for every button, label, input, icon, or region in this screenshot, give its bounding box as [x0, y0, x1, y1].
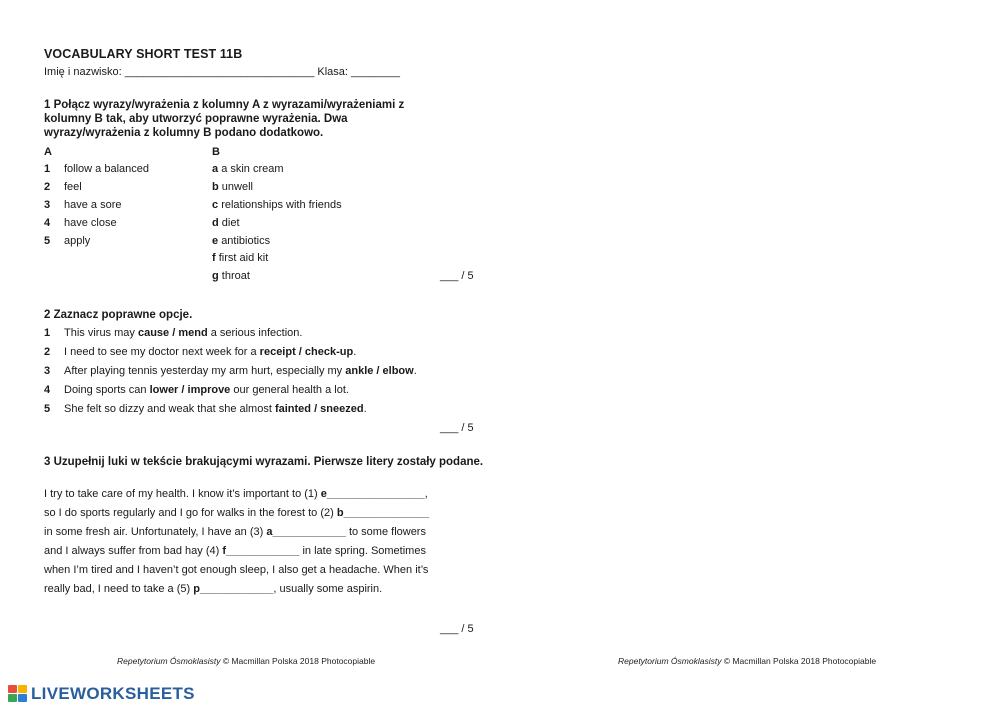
- gap-text-line: [44, 561, 428, 580]
- line-text: and I always suffer from bad hay (4): [44, 545, 223, 557]
- item-letter: g: [212, 270, 219, 282]
- col-b-item: [212, 235, 270, 247]
- line-text: so I do sports regularly and I go for walks in the forest to (2): [44, 507, 337, 519]
- gap-field-2[interactable]: b______________: [336, 507, 430, 519]
- footer-right: [618, 656, 876, 666]
- item-text: follow a balanced: [64, 163, 150, 175]
- item-text: have close: [64, 217, 117, 229]
- item-text: relationships with friends: [221, 199, 342, 211]
- col-a-item: [44, 181, 82, 193]
- test-title: VOCABULARY SHORT TEST 11B: [44, 47, 243, 61]
- line-text-end: , usually some aspirin.: [273, 583, 383, 595]
- gap-text-line: [44, 542, 426, 561]
- item-text-before: After playing tennis yesterday my arm hurt, especially my: [64, 365, 346, 377]
- item-text: have a sore: [64, 199, 122, 211]
- col-b-item: [212, 217, 240, 229]
- gap-text-line: [44, 485, 428, 504]
- footer-right-copyright: © Macmillan Polska 2018 Photocopiable: [721, 656, 877, 666]
- item-number: 1: [44, 327, 51, 339]
- option-choices[interactable]: lower / improve: [149, 384, 231, 396]
- item-text: throat: [221, 270, 250, 282]
- item-text-before: This virus may: [64, 327, 138, 339]
- section3-instruction: 3 Uzupełnij luki w tekście brakującymi wyrazami. Pierwsze litery zostały podane.: [44, 456, 484, 468]
- choice-item: [44, 346, 356, 358]
- item-letter: f: [212, 252, 216, 264]
- line-text: I try to take care of my health. I know it’s important to (1): [44, 488, 321, 500]
- col-b-item: [212, 181, 253, 193]
- choice-item: [44, 403, 367, 415]
- line-text-end: to some flowers: [345, 526, 426, 538]
- item-number: 5: [44, 403, 51, 415]
- gap-text-line: [44, 523, 426, 542]
- col-b-item: [212, 199, 342, 211]
- item-text-before: Doing sports can: [64, 384, 150, 396]
- line-text: really bad, I need to take a (5): [44, 583, 194, 595]
- gap-field-3[interactable]: a____________: [266, 526, 346, 538]
- option-choices[interactable]: ankle / elbow: [345, 365, 414, 377]
- section1-score[interactable]: ___ / 5: [440, 270, 474, 282]
- liveworksheets-logo[interactable]: [8, 684, 195, 704]
- choice-item: [44, 327, 302, 339]
- item-text-after: .: [353, 346, 357, 358]
- footer-left-title: Repetytorium Ósmoklasisty: [117, 656, 221, 666]
- line-text: in some fresh air. Unfortunately, I have an (3): [44, 526, 267, 538]
- item-number: 1: [44, 163, 51, 175]
- section1-instruction: 1 Połącz wyrazy/wyrażenia z kolumny A z wyrazami/wyrażeniami z kolumny B tak, aby utworzyć poprawne wyrażenia. Dwa wyrazy/wyrażenia z kolumny B podano dodatkowo.: [44, 99, 405, 139]
- column-a-header: A: [44, 146, 52, 158]
- gap-text-line: [44, 504, 429, 523]
- item-text-after: .: [363, 403, 367, 415]
- item-letter: d: [212, 217, 219, 229]
- item-number: 4: [44, 217, 51, 229]
- col-a-item: [44, 235, 90, 247]
- item-letter: a: [212, 163, 219, 175]
- item-number: 2: [44, 346, 51, 358]
- item-letter: b: [212, 181, 219, 193]
- section3-score[interactable]: ___ / 5: [440, 623, 474, 635]
- item-text: diet: [221, 217, 240, 229]
- item-number: 3: [44, 365, 51, 377]
- col-b-item: [212, 163, 284, 175]
- option-choices[interactable]: fainted / sneezed: [274, 403, 364, 415]
- line-text-end: in late spring. Sometimes: [299, 545, 426, 557]
- footer-left: [117, 656, 375, 666]
- line-text-end: ,: [424, 488, 428, 500]
- item-number: 4: [44, 384, 51, 396]
- choice-item: [44, 384, 349, 396]
- col-b-item: [212, 252, 268, 264]
- option-choices[interactable]: cause / mend: [137, 327, 208, 339]
- item-text-after: a serious infection.: [207, 327, 303, 339]
- item-text-before: She felt so dizzy and weak that she almost: [64, 403, 275, 415]
- col-a-item: [44, 217, 117, 229]
- item-text-after: .: [413, 365, 417, 377]
- section2-score[interactable]: ___ / 5: [440, 422, 474, 434]
- item-text: unwell: [221, 181, 253, 193]
- gap-field-1[interactable]: e________________: [320, 488, 425, 500]
- footer-right-title: Repetytorium Ósmoklasisty: [618, 656, 722, 666]
- col-b-item: [212, 270, 250, 282]
- gap-text-line: [44, 580, 382, 599]
- item-text-before: I need to see my doctor next week for a: [64, 346, 260, 358]
- item-text: antibiotics: [221, 235, 271, 247]
- item-number: 5: [44, 235, 51, 247]
- item-text-after: our general health a lot.: [230, 384, 349, 396]
- column-b-header: B: [212, 146, 220, 158]
- item-text: apply: [64, 235, 91, 247]
- gap-field-4[interactable]: f____________: [222, 545, 300, 557]
- choice-item: [44, 365, 417, 377]
- section2-instruction: 2 Zaznacz poprawne opcje.: [44, 309, 193, 321]
- col-a-item: [44, 199, 121, 211]
- item-number: 3: [44, 199, 51, 211]
- gap-field-5[interactable]: p____________: [193, 583, 274, 595]
- item-letter: e: [212, 235, 219, 247]
- item-number: 2: [44, 181, 51, 193]
- name-class-line: Imię i nazwisko: _______________________________ Klasa: ________: [44, 66, 400, 78]
- line-text: when I’m tired and I haven’t got enough sleep, I also get a headache. When it’s: [44, 564, 429, 576]
- col-a-item: [44, 163, 149, 175]
- liveworksheets-logo-text: LIVEWORKSHEETS: [31, 684, 195, 703]
- item-letter: c: [212, 199, 219, 211]
- liveworksheets-logo-icon: [8, 685, 28, 703]
- footer-left-copyright: © Macmillan Polska 2018 Photocopiable: [220, 656, 376, 666]
- item-text: a skin cream: [221, 163, 284, 175]
- item-text: feel: [64, 181, 82, 193]
- item-text: first aid kit: [218, 252, 269, 264]
- option-choices[interactable]: receipt / check-up: [259, 346, 354, 358]
